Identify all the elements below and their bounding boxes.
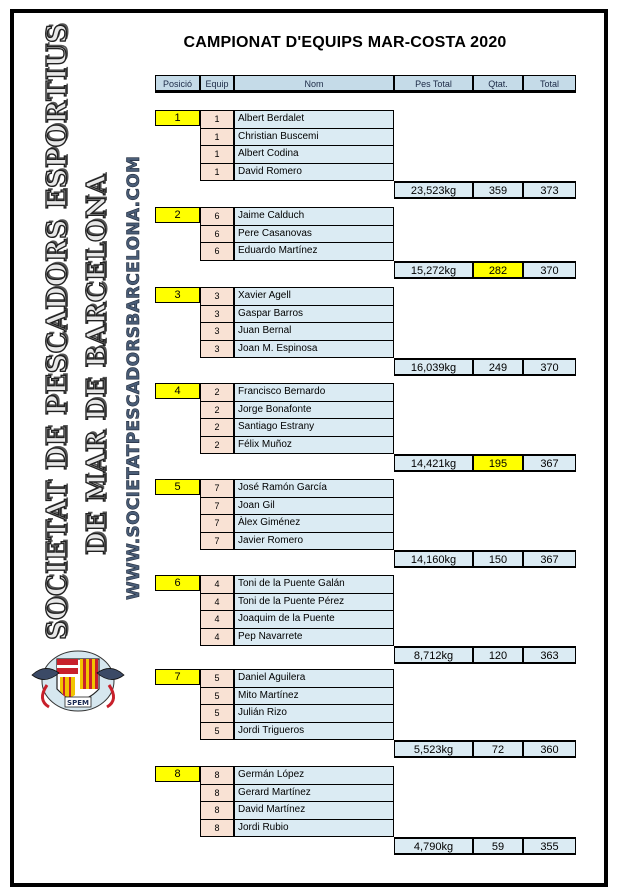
qtat-cell: 72 <box>473 740 523 758</box>
equip-cell: 7 <box>200 497 234 516</box>
total-cell: 363 <box>523 646 576 664</box>
position-cell: 4 <box>155 383 200 399</box>
equip-cell: 2 <box>200 383 234 402</box>
member-name-cell: Santiago Estrany <box>234 418 394 437</box>
qtat-cell: 150 <box>473 550 523 568</box>
equip-cell: 2 <box>200 436 234 455</box>
equip-cell: 4 <box>200 628 234 647</box>
club-name-vertical: SOCIETAT DE PESCADORS ESPORTIUS <box>42 23 73 640</box>
club-logo <box>27 645 129 715</box>
equip-cell: 5 <box>200 704 234 723</box>
qtat-cell: 249 <box>473 358 523 376</box>
total-cell: 370 <box>523 261 576 279</box>
equip-cell: 7 <box>200 479 234 498</box>
member-name-cell: David Martínez <box>234 801 394 820</box>
member-name-cell: Toni de la Puente Pérez <box>234 593 394 612</box>
member-name-cell: Joan Gil <box>234 497 394 516</box>
equip-cell: 6 <box>200 207 234 226</box>
club-url-vertical: WWW.SOCIETATPESCADORSBARCELONA.COM <box>124 155 144 600</box>
position-cell: 2 <box>155 207 200 223</box>
position-cell: 5 <box>155 479 200 495</box>
position-cell: 1 <box>155 110 200 126</box>
equip-cell: 4 <box>200 593 234 612</box>
member-name-cell: Joaquim de la Puente <box>234 610 394 629</box>
header-pes-total: Pes Total <box>394 75 473 91</box>
member-name-cell: Mito Martínez <box>234 687 394 706</box>
equip-cell: 3 <box>200 287 234 306</box>
member-name-cell: Germán López <box>234 766 394 785</box>
equip-cell: 7 <box>200 514 234 533</box>
equip-cell: 8 <box>200 766 234 785</box>
member-name-cell: Jorge Bonafonte <box>234 401 394 420</box>
member-name-cell: Jaime Calduch <box>234 207 394 226</box>
position-cell: 8 <box>155 766 200 782</box>
pes-total-cell: 5,523kg <box>394 740 473 758</box>
member-name-cell: Albert Codina <box>234 145 394 164</box>
equip-cell: 3 <box>200 322 234 341</box>
equip-cell: 3 <box>200 305 234 324</box>
equip-cell: 3 <box>200 340 234 359</box>
member-name-cell: Pere Casanovas <box>234 225 394 244</box>
total-cell: 355 <box>523 837 576 855</box>
member-name-cell: José Ramón García <box>234 479 394 498</box>
member-name-cell: Christian Buscemi <box>234 128 394 147</box>
position-cell: 3 <box>155 287 200 303</box>
pes-total-cell: 16,039kg <box>394 358 473 376</box>
qtat-cell: 195 <box>473 454 523 472</box>
equip-cell: 2 <box>200 401 234 420</box>
header-equip: Equip <box>200 75 234 91</box>
total-cell: 370 <box>523 358 576 376</box>
header-total: Total <box>523 75 576 91</box>
page-title: CAMPIONAT D'EQUIPS MAR-COSTA 2020 <box>183 34 507 51</box>
member-name-cell: Daniel Aguilera <box>234 669 394 688</box>
equip-cell: 5 <box>200 687 234 706</box>
equip-cell: 8 <box>200 819 234 838</box>
member-name-cell: Jordi Rubio <box>234 819 394 838</box>
position-cell: 7 <box>155 669 200 685</box>
equip-cell: 1 <box>200 163 234 182</box>
member-name-cell: Eduardo Martínez <box>234 242 394 261</box>
member-name-cell: Xavier Agell <box>234 287 394 306</box>
position-cell: 6 <box>155 575 200 591</box>
equip-cell: 4 <box>200 610 234 629</box>
total-cell: 373 <box>523 181 576 199</box>
equip-cell: 6 <box>200 225 234 244</box>
member-name-cell: Gaspar Barros <box>234 305 394 324</box>
total-cell: 367 <box>523 550 576 568</box>
member-name-cell: Félix Muñoz <box>234 436 394 455</box>
equip-cell: 1 <box>200 128 234 147</box>
member-name-cell: Pep Navarrete <box>234 628 394 647</box>
pes-total-cell: 23,523kg <box>394 181 473 199</box>
equip-cell: 5 <box>200 669 234 688</box>
pes-total-cell: 4,790kg <box>394 837 473 855</box>
equip-cell: 1 <box>200 110 234 129</box>
member-name-cell: David Romero <box>234 163 394 182</box>
header-posicio: Posició <box>155 75 200 91</box>
club-subtitle-vertical: DE MAR DE BARCELONA <box>82 173 112 555</box>
equip-cell: 8 <box>200 801 234 820</box>
qtat-cell: 59 <box>473 837 523 855</box>
member-name-cell: Francisco Bernardo <box>234 383 394 402</box>
logo-text: SPEM <box>67 699 89 707</box>
member-name-cell: Javier Romero <box>234 532 394 551</box>
equip-cell: 2 <box>200 418 234 437</box>
equip-cell: 8 <box>200 784 234 803</box>
member-name-cell: Julián Rizo <box>234 704 394 723</box>
pes-total-cell: 14,160kg <box>394 550 473 568</box>
qtat-cell: 359 <box>473 181 523 199</box>
member-name-cell: Joan M. Espinosa <box>234 340 394 359</box>
equip-cell: 7 <box>200 532 234 551</box>
member-name-cell: Albert Berdalet <box>234 110 394 129</box>
equip-cell: 1 <box>200 145 234 164</box>
qtat-cell: 120 <box>473 646 523 664</box>
equip-cell: 6 <box>200 242 234 261</box>
member-name-cell: Jordi Trigueros <box>234 722 394 741</box>
qtat-cell: 282 <box>473 261 523 279</box>
header-nom: Nom <box>234 75 394 91</box>
member-name-cell: Gerard Martínez <box>234 784 394 803</box>
total-cell: 367 <box>523 454 576 472</box>
member-name-cell: Toni de la Puente Galán <box>234 575 394 594</box>
pes-total-cell: 15,272kg <box>394 261 473 279</box>
member-name-cell: Juan Bernal <box>234 322 394 341</box>
equip-cell: 5 <box>200 722 234 741</box>
equip-cell: 4 <box>200 575 234 594</box>
pes-total-cell: 8,712kg <box>394 646 473 664</box>
pes-total-cell: 14,421kg <box>394 454 473 472</box>
member-name-cell: Àlex Giménez <box>234 514 394 533</box>
total-cell: 360 <box>523 740 576 758</box>
header-qtat: Qtat. <box>473 75 523 91</box>
